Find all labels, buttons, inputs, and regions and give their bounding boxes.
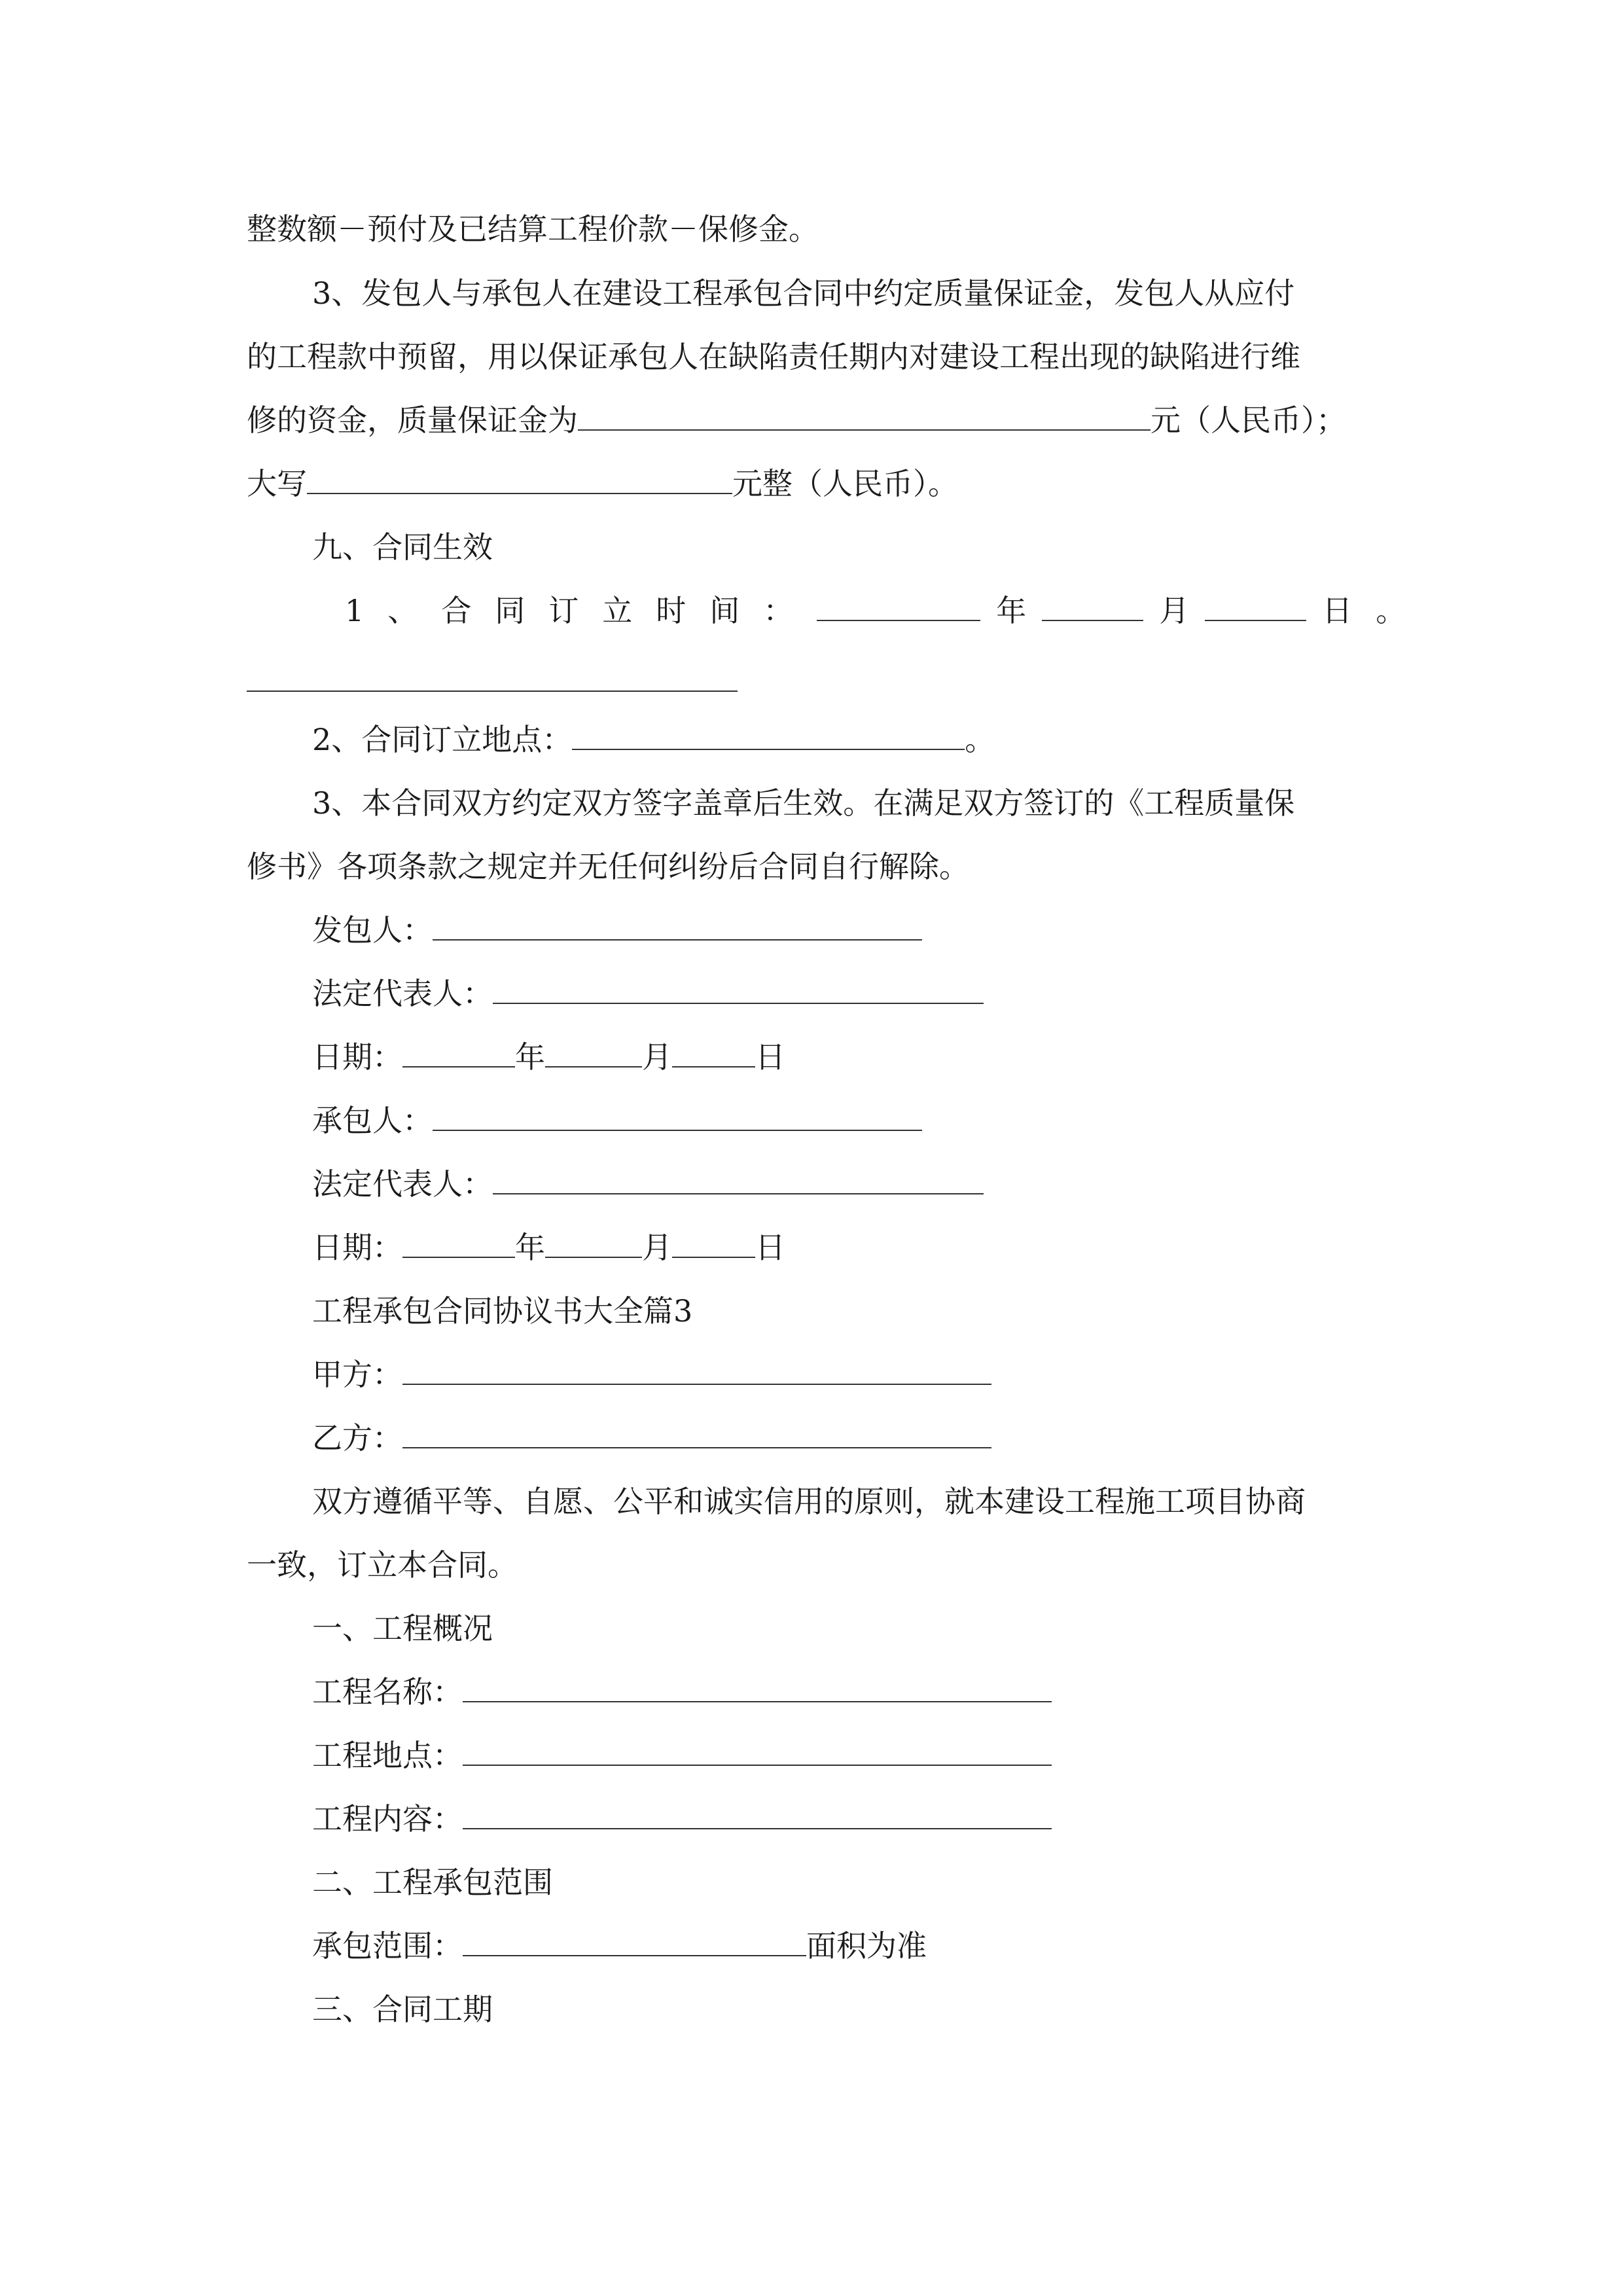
line-text: 发包人： [312, 912, 433, 948]
line-text: 乙方： [312, 1420, 402, 1456]
blank-field[interactable] [1042, 594, 1143, 621]
blank-field[interactable] [545, 1040, 642, 1067]
blank-field[interactable] [1205, 594, 1306, 621]
line-text: 工程地点： [312, 1738, 463, 1773]
line-text: 的工程款中预留，用以保证承包人在缺陷责任期内对建设工程出现的缺陷进行维 [247, 339, 1300, 374]
line-text: 修的资金，质量保证金为 [247, 403, 578, 438]
line-text: 3、发包人与承包人在建设工程承包合同中约定质量保证金，发包人从应付 [312, 276, 1295, 311]
text-line [247, 337, 1382, 376]
date-line [312, 1228, 1448, 1267]
blank-field[interactable] [463, 1802, 1052, 1829]
blank-field[interactable] [545, 1230, 642, 1258]
blank-field[interactable] [463, 1738, 1052, 1766]
line-text: 日 [755, 1230, 785, 1265]
blank-field[interactable] [402, 1040, 515, 1067]
field-line [312, 1672, 1448, 1712]
line-text: 月 [642, 1230, 672, 1265]
blank-field[interactable] [672, 1040, 755, 1067]
blank-field[interactable] [247, 691, 738, 692]
line-text: 二、工程承包范围 [312, 1865, 553, 1900]
line-text: 日期： [312, 1039, 402, 1075]
line-text: 日。 [1322, 593, 1430, 628]
date-line [312, 1037, 1448, 1077]
line-text: 工程内容： [312, 1801, 463, 1837]
line-text: 日 [755, 1039, 785, 1075]
line-text: 甲方： [312, 1357, 402, 1392]
field-line [312, 1799, 1448, 1839]
text-line [312, 783, 1448, 823]
blank-field[interactable] [672, 1230, 755, 1258]
document-title [312, 1291, 1448, 1331]
signature-line [312, 974, 1448, 1013]
blank-field[interactable] [463, 1675, 1052, 1702]
party-line [312, 1418, 1448, 1458]
blank-field[interactable] [817, 594, 980, 621]
section-heading [312, 1990, 1448, 2029]
line-text: 工程承包合同协议书大全篇3 [312, 1293, 693, 1329]
signature-line [312, 1101, 1448, 1140]
text-line [312, 720, 1448, 759]
blank-field[interactable] [433, 1103, 922, 1131]
line-text: 1、合同订立时间： [345, 593, 817, 628]
line-text: 月 [1159, 593, 1190, 628]
blank-field[interactable] [493, 977, 984, 1004]
section-heading [312, 1863, 1448, 1902]
text-line [312, 1482, 1448, 1521]
line-text: 九、合同生效 [312, 529, 493, 565]
text-line [247, 1545, 1382, 1585]
signature-line [312, 1164, 1448, 1204]
line-text: 。 [965, 722, 995, 757]
text-line [345, 591, 1480, 630]
line-text: 月 [642, 1039, 672, 1075]
line-text: 修书》各项条款之规定并无任何纠纷后合同自行解除。 [247, 849, 969, 884]
blank-field[interactable] [463, 1929, 806, 1956]
line-text: 双方遵循平等、自愿、公平和诚实信用的原则，就本建设工程施工项目协商 [312, 1484, 1306, 1519]
line-text: 年 [515, 1039, 545, 1075]
line-text: 一致，订立本合同。 [247, 1547, 518, 1583]
line-text: 三、合同工期 [312, 1992, 493, 2027]
line-text: 2、合同订立地点： [312, 722, 573, 757]
line-text: 承包范围： [312, 1928, 463, 1964]
line-text: 法定代表人： [312, 1166, 493, 1202]
text-line [312, 274, 1448, 313]
signature-line [312, 910, 1448, 950]
section-heading [312, 1609, 1448, 1648]
field-line [312, 1736, 1448, 1775]
line-text: 工程名称： [312, 1674, 463, 1710]
section-heading [312, 528, 1448, 567]
blank-field[interactable] [493, 1167, 984, 1194]
blank-field[interactable] [433, 913, 922, 941]
blank-field[interactable] [402, 1357, 991, 1385]
line-text: 面积为准 [806, 1928, 927, 1964]
text-line [247, 401, 1382, 440]
line-text: 日期： [312, 1230, 402, 1265]
text-line [247, 464, 1382, 503]
field-line [312, 1926, 1448, 1965]
line-text: 年 [515, 1230, 545, 1265]
blank-field[interactable] [402, 1230, 515, 1258]
text-line [247, 209, 1382, 249]
blank-field[interactable] [307, 467, 732, 494]
line-text: 元整（人民币）。 [732, 466, 958, 501]
line-text: 年 [996, 593, 1027, 628]
blank-field[interactable] [402, 1421, 991, 1448]
line-text: 一、工程概况 [312, 1611, 493, 1646]
line-text: 元（人民币）； [1150, 403, 1346, 438]
line-text: 整数额－预付及已结算工程价款－保修金。 [247, 211, 819, 247]
line-text: 承包人： [312, 1103, 433, 1138]
blank-field[interactable] [578, 403, 1150, 431]
blank-field[interactable] [572, 723, 965, 750]
line-text: 3、本合同双方约定双方签字盖章后生效。在满足双方签订的《工程质量保 [312, 785, 1295, 821]
text-line [247, 847, 1382, 886]
party-line [312, 1355, 1448, 1394]
line-text: 法定代表人： [312, 976, 493, 1011]
line-text: 大写 [247, 466, 307, 501]
